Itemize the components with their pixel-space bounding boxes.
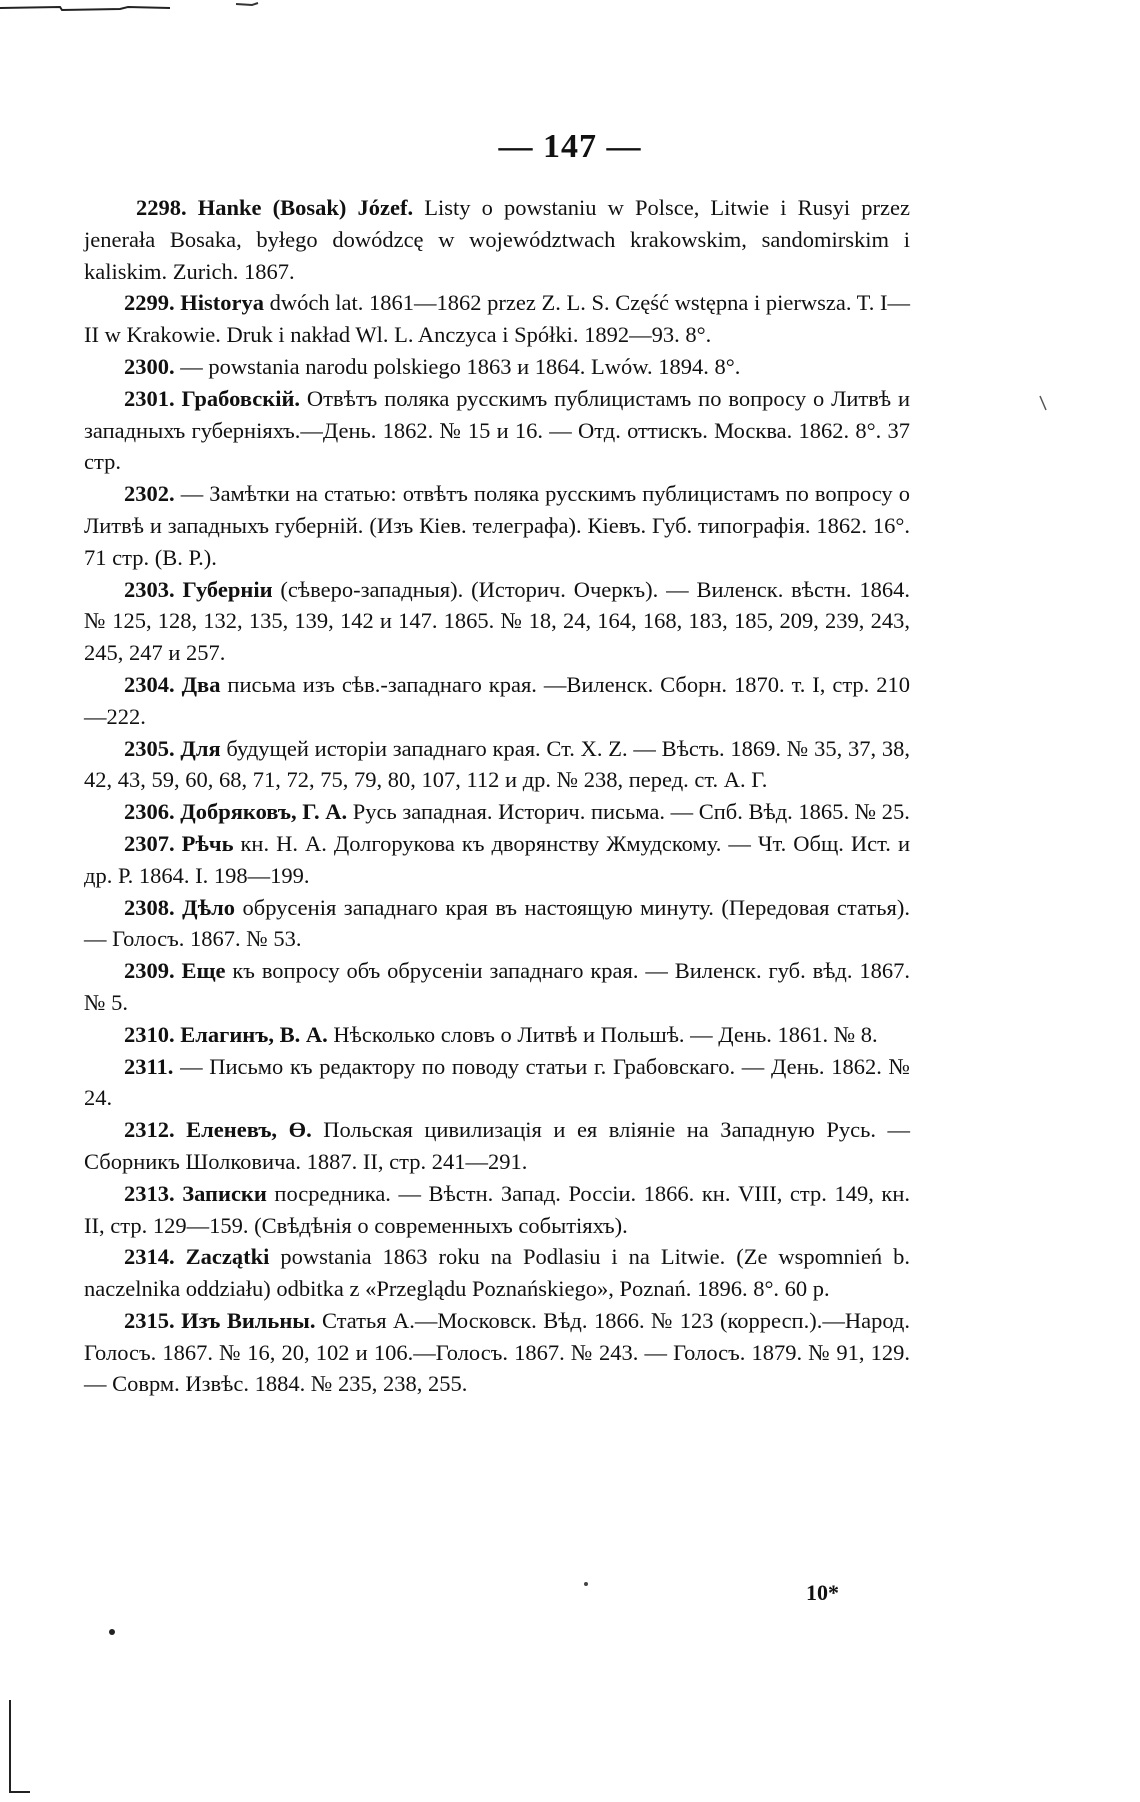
entry-2305 <box>84 733 910 797</box>
entry-2313 <box>84 1178 910 1242</box>
entry-2302 <box>84 478 910 573</box>
entry-text: Listy o powstaniu w Polsce, Litwie i Rusyi przez jenerała Bosaka, byłego dowódzcę w województwach krakowskim, sandomirskim i kaliskim. Zurich. 1867. <box>84 195 910 284</box>
entry-lead: Hanke (Bosak) Józef. <box>197 195 414 220</box>
entry-text: Русь западная. Историч. письма. — Спб. Вѣд. 1865. № 25. <box>347 799 910 825</box>
entry-text: посредника. — Вѣстн. Запад. Россіи. 1866. кн. VIII, стр. 149, кн. II, стр. 129—159. (Свѣдѣнія о современныхъ событіяхъ). <box>84 1180 910 1238</box>
entry-2309 <box>84 955 910 1019</box>
entry-number: 2305. <box>124 735 175 761</box>
entry-lead: Елагинъ, В. А. <box>180 1021 328 1047</box>
signature-mark: 10* <box>806 1580 839 1605</box>
entry-2311 <box>84 1051 910 1115</box>
entry-number: 2302. <box>124 481 175 507</box>
page-number: — 147 — <box>498 128 642 165</box>
entry-text: Отвѣтъ поляка русскимъ публицистамъ по вопросу о Литвѣ и западныхъ губерніяхъ.—День. 1862. № 15 и 16. — Отд. оттискъ. Москва. 1862. 8°. 37 стр. <box>84 385 910 475</box>
entry-number: 2310. <box>124 1021 175 1047</box>
entry-text: — powstania narodu polskiego 1863 и 1864. Lwów. 1894. 8°. <box>174 353 741 379</box>
entry-text: dwóch lat. 1861—1862 przez Z. L. S. Część wstępna i pierwsza. T. I—II w Krakowie. Druk i nakład Wl. L. Anczyca i Spółki. 1892—93. 8°. <box>84 290 910 348</box>
entry-number: 2312. <box>124 1117 175 1143</box>
entry-number: 2314. <box>124 1244 175 1270</box>
entry-text: powstania 1863 roku na Podlasiu i na Litwie. (Ze wspomnień b. naczelnika oddziału) odbitka z «Przeglądu Poznańskiego», Poznań. 1896. 8°. 60 p. <box>84 1244 911 1302</box>
entry-text: (сѣверо-западныя). (Историч. Очеркъ). — Виленск. вѣстн. 1864. № 125, 128, 132, 135, 139, 142 и 147. 1865. № 18, 24, 164, 168, 183, 185, 209, 239, 243, 245, 247 и 257. <box>84 576 911 666</box>
entry-2310 <box>84 1019 910 1051</box>
entry-number: 2307. <box>124 830 175 856</box>
entry-number: 2308. <box>124 894 175 920</box>
entry-text: къ вопросу объ обрусеніи западнаго края. — Виленск. губ. вѣд. 1867. № 5. <box>84 958 910 1015</box>
entry-text: будущей исторіи западнаго края. Ст. Х. Z. — Вѣсть. 1869. № 35, 37, 38, 42, 43, 59, 60, 68, 71, 72, 75, 79, 80, 107, 112 и др. № 238, перед. ст. А. Г. <box>84 735 911 793</box>
entry-2306 <box>84 796 910 828</box>
entry-number: 2300. <box>124 353 175 379</box>
entry-2315 <box>84 1305 910 1400</box>
entry-2312 <box>84 1114 910 1178</box>
entry-number: 2313. <box>124 1180 175 1206</box>
entry-text: кн. Н. А. Долгорукова къ дворянству Жмудскому. — Чт. Общ. Ист. и др. Р. 1864. I. 198—199. <box>84 830 910 888</box>
entry-number: 2298. <box>136 195 187 220</box>
entry-2314 <box>84 1241 910 1305</box>
entry-text: Статья А.—Московск. Вѣд. 1866. № 123 (корресп.).—Народ. Голосъ. 1867. № 16, 20, 102 и 106.—Голосъ. 1867. № 243. — Голосъ. 1879. № 91, 129. — Соврм. Извѣс. 1884. № 235, 238, 255. <box>84 1307 911 1397</box>
entry-lead: Для <box>180 735 221 761</box>
entry-lead: Еще <box>181 958 226 984</box>
top-edge-mark <box>0 7 170 10</box>
entry-text: обрусенія западнаго края въ настоящую минуту. (Передовая статья). — Голосъ. 1867. № 53. <box>84 894 910 952</box>
entry-lead: Изъ Вильны. <box>181 1307 316 1333</box>
entry-number: 2301. <box>124 385 175 411</box>
entry-2299 <box>84 287 910 351</box>
entry-number: 2299. <box>124 290 175 316</box>
entry-2301 <box>84 383 910 478</box>
entry-2304 <box>84 669 910 733</box>
entry-lead: Два <box>181 671 221 697</box>
entry-lead: Грабовскiй. <box>181 385 301 411</box>
entry-2300 <box>84 351 910 383</box>
entry-text: письма изъ сѣв.-западнаго края. —Виленск. Сборн. 1870. т. I, стр. 210—222. <box>84 671 911 729</box>
entry-text: — Замѣтки на статью: отвѣтъ поляка русскимъ публицистамъ по вопросу о Литвѣ и западныхъ губерній. (Изъ Кiев. телеграфа). Кіевъ. Губ. типографія. 1862. 16°. 71 стр. (В. Р.). <box>84 481 910 570</box>
entry-lead: Губерніи <box>182 576 273 602</box>
entry-number: 2315. <box>124 1307 175 1333</box>
entry-lead: Historya <box>180 290 265 316</box>
entry-text: Польская цивилизація и ея вліяніе на Западную Русь. — Сборникъ Шолковича. 1887. II, стр. 241—291. <box>84 1117 911 1174</box>
bibliography-text <box>84 192 910 1400</box>
entry-lead: Еленевъ, Ө. <box>186 1117 312 1143</box>
entry-2303 <box>84 574 910 669</box>
entry-number: 2303. <box>124 576 175 602</box>
entry-lead: Записки <box>182 1180 267 1206</box>
ink-dot <box>584 1582 588 1586</box>
top-dot-mark <box>236 3 258 5</box>
entry-lead: Рѣчь <box>181 830 234 856</box>
entry-lead: Добряковъ, Г. А. <box>180 799 348 825</box>
margin-tick <box>1040 396 1046 410</box>
entry-number: 2311. <box>124 1053 174 1079</box>
entry-2307 <box>84 828 910 892</box>
entry-2308 <box>84 892 910 956</box>
entry-number: 2309. <box>124 958 175 984</box>
entry-number: 2306. <box>124 799 175 825</box>
ink-dot <box>109 1629 115 1635</box>
entry-lead: Zaczątki <box>185 1244 270 1270</box>
bottom-left-corner-mark <box>10 1700 30 1792</box>
entry-text: Нѣсколько словъ о Литвѣ и Польшѣ. — День. 1861. № 8. <box>327 1021 878 1047</box>
entry-lead: Дѣло <box>182 894 235 920</box>
entry-number: 2304. <box>124 671 175 697</box>
entry-text: — Письмо къ редактору по поводу статьи г. Грабовскаго. — День. 1862. № 24. <box>84 1053 910 1111</box>
entry-2298 <box>84 192 910 287</box>
